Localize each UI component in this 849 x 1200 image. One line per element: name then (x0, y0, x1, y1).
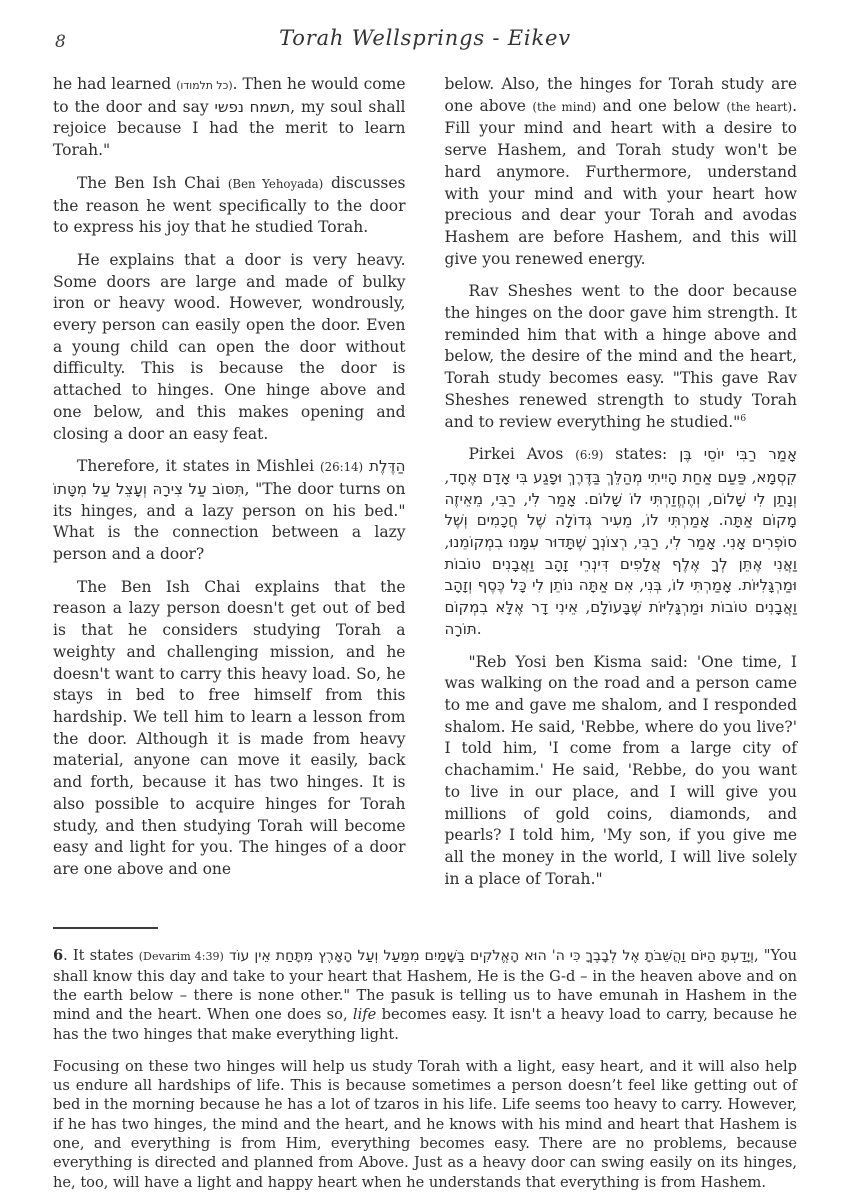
hebrew-text: (כל תלמודו) (176, 79, 233, 92)
left-column (53, 74, 406, 892)
footnotes-section (53, 946, 797, 1192)
text-segment: (6:9) (575, 448, 604, 463)
text-segment: and one below (596, 96, 727, 115)
hebrew-text: אָמַר רַבִּי יוֹסֵי בֶּן קִסְמָא, פַּעַם אַחַת הָיִיתִי מְהַלֵּךְ בַּדֶּרֶךְ וּפָגַע בִּי אָדָם אֶחָד, וְנָתַן לִי שָׁלוֹם, וְהֶחֱזַרְתִּי לוֹ שָׁלוֹם. אָמַר לִי, רַבִּי, מֵאֵיזֶה מָקוֹם אַתָּה. אָמַרְתִּי לוֹ, מֵעִיר גְּדוֹלָה שֶׁל חֲכָמִים וְשֶׁל סוֹפְרִים אָנִי. אָמַר לִי, רַבִּי, רְצוֹנְךָ שֶׁתָּדוּר עִמָּנוּ בִמְקוֹמֵנוּ, וַאֲנִי אֶתֵּן לְךָ אֶלֶף אֲלָפִים דִּינְרֵי זָהָב וַאֲבָנִים טוֹבוֹת וּמַרְגָּלִיּוֹת. אָמַרְתִּי לוֹ, בְּנִי, אִם אַתָּה נוֹתֵן לִי כָּל כֶּסֶף וְזָהָב וַאֲבָנִים טוֹבוֹת וּמַרְגָּלִיּוֹת שֶׁבָּעוֹלָם, אֵינִי דָר אֶלָּא בִמְקוֹם תּוֹרָה. (444, 445, 798, 638)
text-segment: , my soul shall rejoice because I had the merit to learn Torah." (53, 97, 406, 160)
text-segment: life (352, 1006, 377, 1024)
hebrew-text: תשמח נפשי (214, 97, 291, 116)
text-segment: Focusing on these two hinges will help us study Torah with a light, easy heart, and it will also help us endure all hardships of life. This is because sometimes a person doesn’t feel like getting out of bed in the morning because he has a lot of tzaros in his life. Life seems too heavy to carry. However, if he has two hinges, the mind and the heart, and he knows with his mind and heart that Hashem is one, and everything is from Him, everything becomes easy. There are no problems, because everything is directed and planned from Above. Just as a heavy door can swing easily on its hinges, he, too, will have a light and happy heart when he understands that everything is from Hashem. (53, 1057, 797, 1191)
footnote-paragraph (53, 946, 797, 1043)
body-columns (53, 74, 797, 901)
paragraph (445, 444, 798, 640)
paragraph (53, 456, 406, 566)
text-segment: below. Also, the hinges for Torah study are one above (444, 75, 797, 115)
text-segment: The Ben Ish Chai (77, 173, 228, 192)
text-segment: Therefore, it states in Mishlei (77, 457, 321, 476)
text-segment: . Then he would come to the door and say (53, 75, 406, 116)
text-segment: (the heart) (726, 99, 793, 114)
text-segment: becomes easy. It isn't a heavy load to carry, because he has the two hinges that make everything light. (53, 1006, 797, 1043)
paragraph (53, 173, 406, 239)
hebrew-text: הַדֶּלֶת תִּסּוֹב עַל צִירָהּ וְעָצֵל עַל מִטָּתוֹ (53, 457, 406, 498)
text-segment: . Fill your mind and heart with a desire to serve Hashem, and Torah study won't be hard anymore. Furthermore, understand with your mind and with your heart how precious and dear your Torah and avodas Hashem are before Hashem, and this will give you renewed energy. (444, 96, 797, 268)
text-segment: The Ben Ish Chai explains that the reason a lazy person doesn't get out of bed is that he considers studying Torah a weighty and challenging mission, and he doesn't want to carry this heavy load. So, he stays in bed to free himself from this hardship. We tell him to learn a lesson from the door. Although it is made from heavy material, anyone can move it easily, back and forth, because it has two hinges. It is also possible to acquire hinges for Torah study, and then studying Torah will become easy and light for you. The hinges of a door are one above and one (53, 577, 406, 878)
text-segment: (the mind) (532, 99, 597, 114)
text-segment: states: (603, 445, 680, 464)
paragraph (445, 281, 798, 433)
text-segment: Pirkei Avos (468, 445, 576, 464)
footnote-divider (53, 927, 158, 929)
footnote-ref: 6 (740, 412, 747, 424)
text-segment: (26:14) (320, 460, 364, 475)
text-segment: "Reb Yosi ben Kisma said: 'One time, I was walking on the road and a person came to me and gave me shalom, and I responded shalom. He said, 'Rebbe, where do you live?' I told him, 'I come from a large city of chachamim.' He said, 'Rebbe, do you want to live in our place, and I will give you millions of gold coins, diamonds, and pearls? I told him, 'My son, if you give me all the money in the world, I will live solely in a place of Torah." (444, 652, 797, 888)
hebrew-text: וְיָדַעְתָּ הַיּוֹם וַהֲשֵׁבֹתָ אֶל לְבָבֶךָ כִּי ה' הוּא הָאֱלֹקִים בַּשָּׁמַיִם מִמַּעַל וְעַל הָאָרֶץ מִתָּחַת אֵין עוֹד (228, 948, 755, 965)
footnote-paragraph (53, 1057, 797, 1192)
paragraph (445, 652, 798, 891)
paragraph (445, 74, 798, 270)
text-segment: (Devarim 4:39) (138, 950, 224, 964)
text-segment: , "The door turns on its hinges, and a lazy person on his bed." What is the connection between a lazy person and a door? (53, 479, 406, 564)
text-segment: he had learned (53, 75, 177, 93)
text-segment: , "You shall know this day and take to your heart that Hashem, He is the G-d – in the heaven above and on the earth below – there is none other." The pasuk is telling us to have emunah in Hashem in the mind and the heart. When one does so, (53, 947, 798, 1024)
text-segment: . It states (63, 947, 139, 965)
paragraph (53, 250, 406, 445)
page-title: Torah Wellsprings - Eikev (279, 26, 571, 50)
paragraph (53, 74, 406, 162)
text-segment: discusses the reason he went specifically to the door to express his joy that he studied Torah. (53, 173, 406, 237)
paragraph (53, 577, 406, 881)
right-column (445, 74, 798, 901)
page-header (53, 26, 797, 66)
text-segment: Rav Sheshes went to the door because the hinges on the door gave him strength. It reminded him that with a hinge above and below, the desire of the mind and the heart, Torah study becomes easy. "This gave Rav Sheshes renewed strength to study Torah and to review everything he studied." (444, 282, 797, 431)
text-segment: 6 (53, 947, 64, 965)
text-segment: (Ben Yehoyada) (227, 176, 324, 191)
page-number: 8 (55, 32, 66, 52)
text-segment: He explains that a door is very heavy. Some doors are large and made of bulky iron or heavy wood. However, wondrously, every person can easily open the door. Even a young child can open the door without difficulty. This is because the door is attached to hinges. One hinge above and one below, and this makes opening and closing a door an easy feat. (53, 250, 406, 443)
